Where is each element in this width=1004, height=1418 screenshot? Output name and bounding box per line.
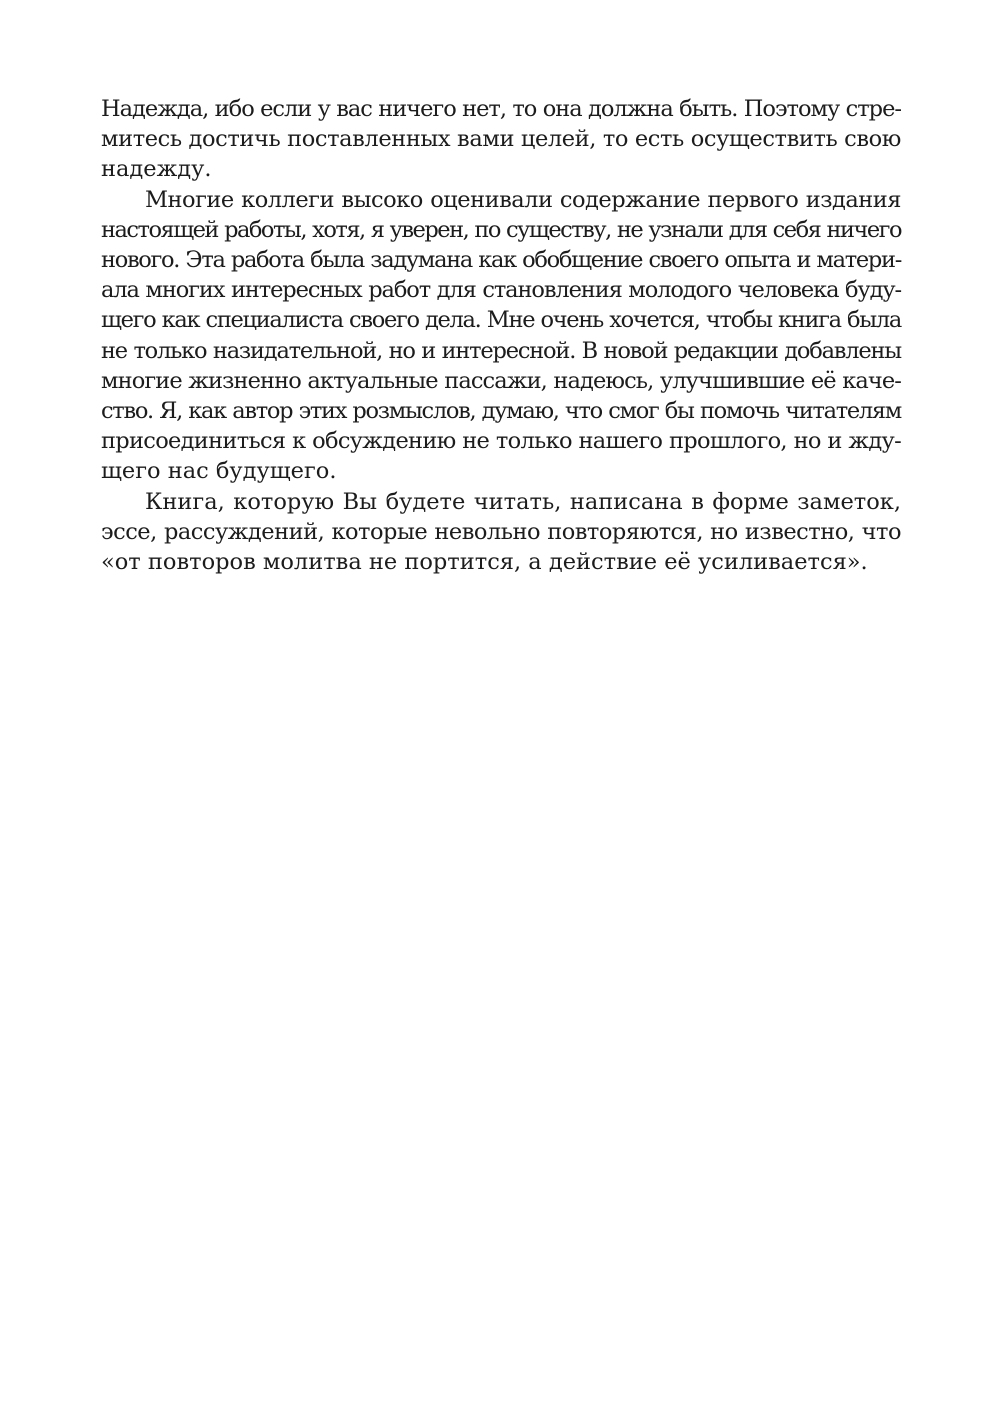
- text-line: нового. Эта работа была задумана как обобщение своего опыта и матери-: [101, 247, 901, 274]
- text-line: Книга, которую Вы будете читать, написана в форме заметок,: [145, 488, 901, 515]
- paragraph-1: [101, 94, 901, 185]
- text-line: надежду.: [101, 156, 212, 183]
- text-line: Надежда, ибо если у вас ничего нет, то она должна быть. Поэтому стре-: [101, 96, 901, 122]
- text-line: настоящей работы, хотя, я уверен, по существу, не узнали для себя ничего: [101, 216, 901, 243]
- paragraph-3: [101, 487, 901, 578]
- text-line: «от повторов молитва не портится, а действие её усиливается».: [101, 549, 868, 576]
- text-line: щего как специалиста своего дела. Мне очень хочется, чтобы книга была: [101, 307, 901, 334]
- text-line: Многие коллеги высоко оценивали содержание первого издания: [145, 186, 901, 213]
- paragraph-2: [101, 185, 901, 487]
- text-line: щего нас будущего.: [101, 458, 337, 485]
- body-text: [101, 94, 901, 577]
- text-line: ала многих интересных работ для становления молодого человека буду-: [101, 277, 901, 304]
- text-line: не только назидательной, но и интересной. В новой редакции добавлены: [101, 337, 901, 364]
- text-line: ство. Я, как автор этих розмыслов, думаю, что смог бы помочь читателям: [101, 398, 901, 425]
- text-line: эссе, рассуждений, которые невольно повторяются, но известно, что: [101, 518, 901, 545]
- text-line: митесь достичь поставленных вами целей, то есть осуществить свою: [101, 126, 901, 153]
- text-line: многие жизненно актуальные пассажи, надеюсь, улучшившие её каче-: [101, 367, 901, 394]
- text-line: присоединиться к обсуждению не только нашего прошлого, но и жду-: [101, 428, 901, 455]
